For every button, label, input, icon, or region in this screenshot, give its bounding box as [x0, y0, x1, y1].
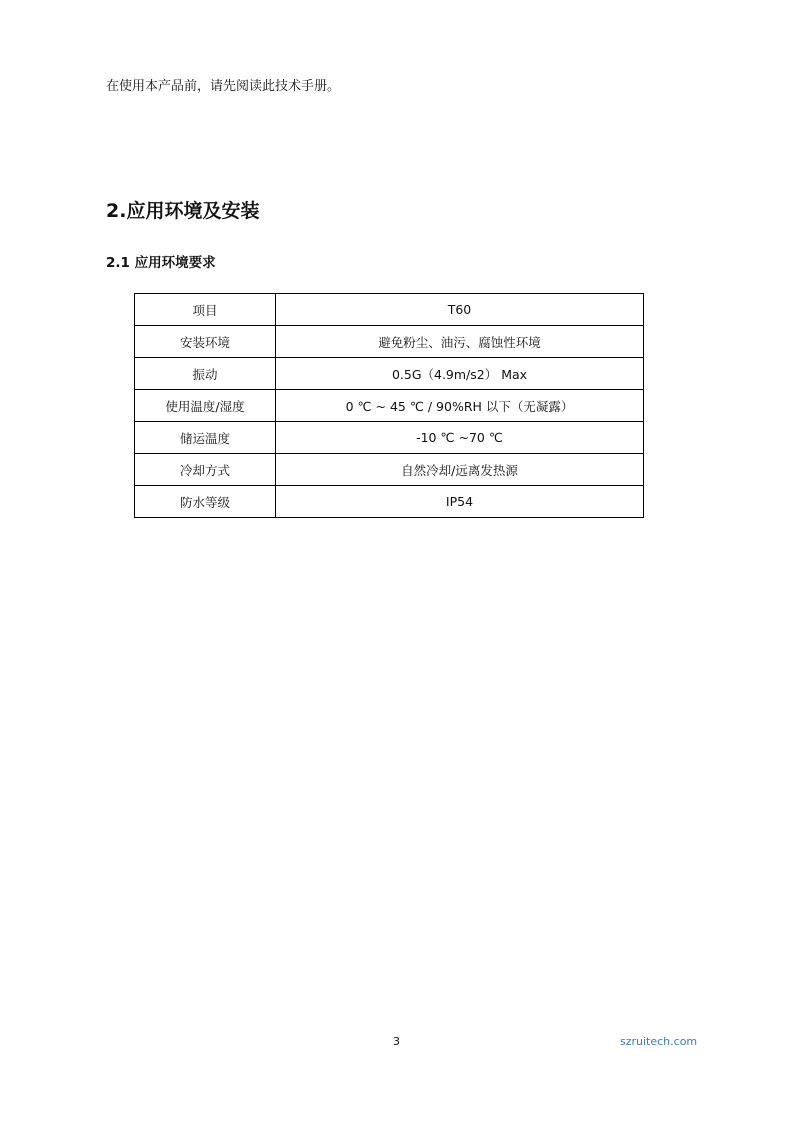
- spec-table: [134, 293, 644, 518]
- table-header-cell: T60: [276, 294, 644, 326]
- table-row: [135, 358, 644, 390]
- table-cell: 0.5G（4.9m/s2） Max: [276, 358, 644, 390]
- table-cell: 防水等级: [135, 486, 276, 518]
- table-cell: IP54: [276, 486, 644, 518]
- table-cell: 避免粉尘、油污、腐蚀性环境: [276, 326, 644, 358]
- website-link[interactable]: szruitech.com: [620, 1035, 698, 1048]
- table-cell: 安装环境: [135, 326, 276, 358]
- table-cell: 自然冷却/远离发热源: [276, 454, 644, 486]
- subsection-title: 2.1 应用环境要求: [106, 255, 216, 271]
- table-row: [135, 454, 644, 486]
- table-cell: -10 ℃ ~70 ℃: [276, 422, 644, 454]
- table-row: [135, 486, 644, 518]
- table-cell: 振动: [135, 358, 276, 390]
- table-header-cell: 项目: [135, 294, 276, 326]
- table-header-row: [135, 294, 644, 326]
- table-row: [135, 326, 644, 358]
- table-cell: 0 ℃ ~ 45 ℃ / 90%RH 以下（无凝露）: [276, 390, 644, 422]
- table-cell: 使用温度/湿度: [135, 390, 276, 422]
- table-cell: 冷却方式: [135, 454, 276, 486]
- table-row: [135, 422, 644, 454]
- table-cell: 储运温度: [135, 422, 276, 454]
- section-title: 2.应用环境及安装: [106, 200, 260, 222]
- table-row: [135, 390, 644, 422]
- intro-text: 在使用本产品前，请先阅读此技术手册。: [106, 79, 341, 94]
- page-number: 3: [393, 1035, 400, 1048]
